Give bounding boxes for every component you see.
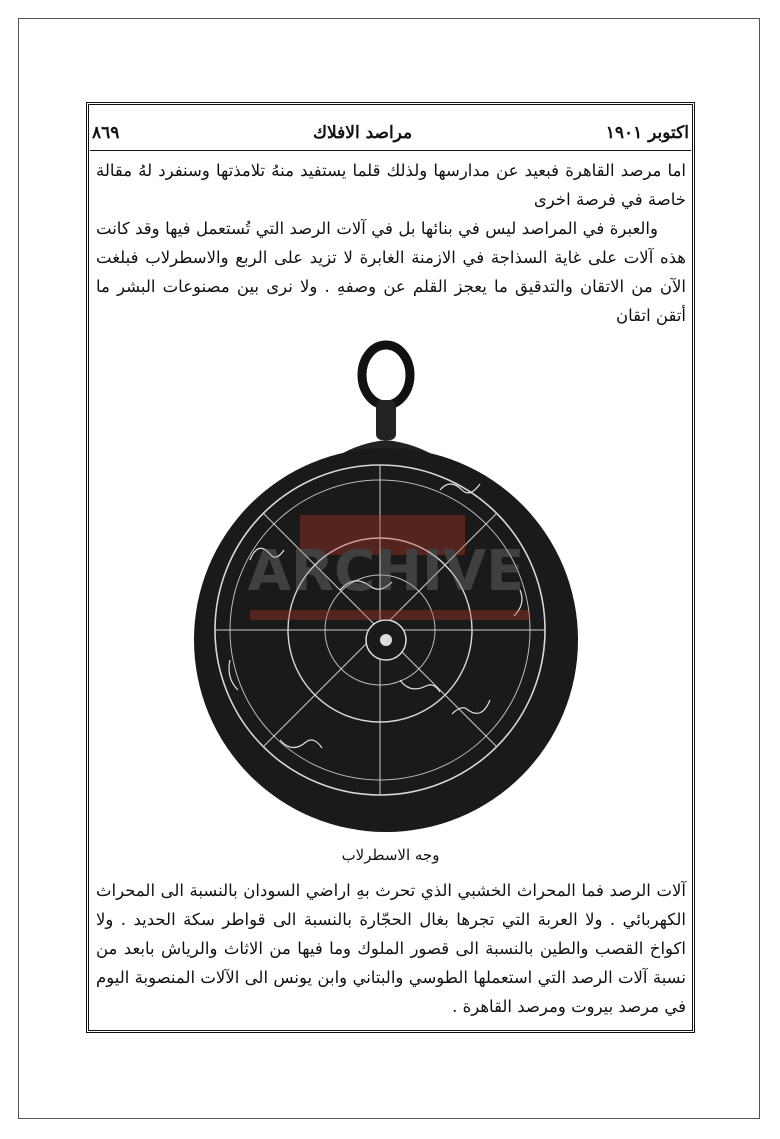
header-rule bbox=[90, 150, 691, 151]
running-header bbox=[92, 118, 689, 148]
top-text bbox=[96, 156, 686, 330]
astrolabe-shackle bbox=[376, 400, 396, 440]
paragraph-1: اما مرصد القاهرة فبعيد عن مدارسها ولذلك قلما يستفيد منهُ تلامذتها وسنفرد لهُ مقالة خاصة في فرصة اخرى bbox=[96, 161, 686, 209]
header-title: مراصد الافلاك bbox=[312, 123, 413, 143]
figure-caption: وجه الاسطرلاب bbox=[341, 846, 440, 864]
bottom-text bbox=[96, 876, 686, 1021]
watermark-text: ARCHIVE bbox=[247, 539, 525, 604]
page-number: ٨٦٩ bbox=[92, 123, 120, 143]
header-date: اكتوبر ١٩٠١ bbox=[605, 123, 689, 143]
astrolabe-rosette bbox=[366, 620, 406, 660]
astrolabe-ring bbox=[362, 345, 410, 405]
paragraph-3: آلات الرصد فما المحراث الخشبي الذي تحرث بهِ اراضي السودان بالنسبة الى المحراث الكهربائي . ولا العربة التي تجرها بغال الحجّارة بالنسبة الى قواطر سكة الحديد . ولا اكواخ القصب والطين بالنسبة الى قصور الملوك وما فيها من الاثاث والرياش بابعد من نسبة آلات الرصد التي استعملها الطوسي والبتاني وابن يونس الى الآلات المنصوبة اليوم في مرصد بيروت ومرصد القاهرة . bbox=[96, 881, 686, 1016]
astrolabe-illustration bbox=[190, 340, 590, 840]
paragraph-2: والعبرة في المراصد ليس في بنائها بل في آلات الرصد التي تُستعمل فيها وقد كانت هذه آلات على غاية السذاجة في الازمنة الغابرة لا تزيد على الربع والاسطرلاب فبلغت الآن من الاتقان والتدقيق ما يعجز القلم عن وصفهِ . ولا نرى بين مصنوعات البشر ما أتقن اتقان bbox=[96, 219, 686, 325]
